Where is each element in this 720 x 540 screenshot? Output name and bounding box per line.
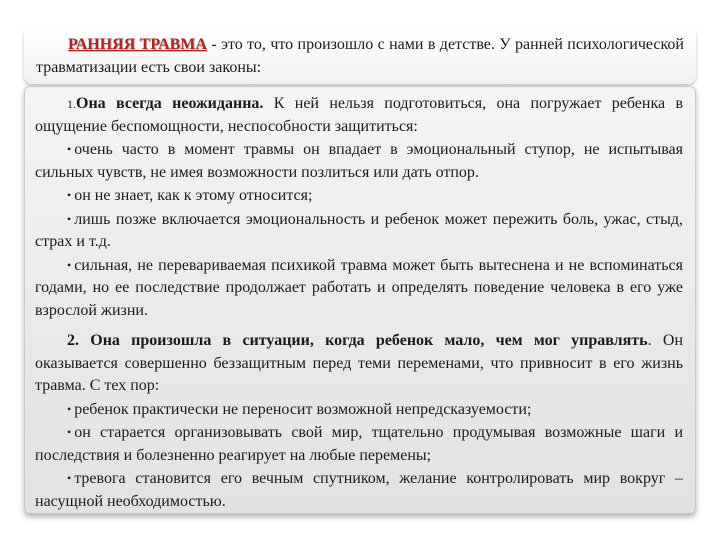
list-item [35, 254, 683, 323]
bullet-text: ребенок практически не переносит возможной непредсказуемости; [74, 400, 532, 418]
section1-lead [35, 93, 683, 138]
intro-text: - это то, что произошло с нами в детстве. У ранней психологической травматизации есть свои законы: [36, 36, 684, 76]
bullet-text: он не знает, как к этому относится; [74, 187, 313, 204]
bullet-icon: • [67, 401, 72, 416]
list-item [35, 208, 683, 254]
list-item [35, 421, 683, 467]
section2-lead [35, 330, 683, 398]
section2-title: 2. Она произошла в ситуации, когда ребенок мало, чем мог управлять [67, 332, 648, 349]
intro-paragraph [36, 34, 684, 79]
bullet-icon: • [67, 471, 72, 485]
section1-number: 1. [67, 97, 76, 111]
list-item [35, 398, 683, 422]
intro-term: РАННЯЯ ТРАВМА [68, 36, 207, 53]
list-item [35, 467, 683, 513]
bullet-text: лишь позже включается эмоциональность и ребенок может пережить боль, ужас, стыд, страх и т.д. [35, 210, 683, 250]
bullet-icon: • [67, 142, 72, 156]
bullet-icon: • [67, 257, 72, 272]
bullet-icon: • [67, 188, 72, 202]
bullet-text: он старается организовывать свой мир, тщательно продумывая возможные шаги и последствия и болезненно реагирует на любые перемены; [35, 424, 683, 464]
bullet-icon: • [67, 211, 72, 226]
main-box [24, 86, 696, 514]
list-item [35, 138, 683, 184]
list-item [35, 184, 683, 208]
bullet-text: очень часто в момент травмы он впадает в эмоциональный ступор, не испытывая сильных чувств, не имея возможности позлиться или дать отпор. [35, 141, 683, 181]
intro-box [24, 26, 696, 84]
bullet-icon: • [67, 425, 72, 439]
bullet-text: сильная, не перевариваемая психикой травма может быть вытеснена и не вспоминаться годами, но ее последствие продолжает работать и определять поведение человека в его уже взрослой жизни. [35, 256, 683, 319]
section1-title: Она всегда неожиданна. [76, 95, 264, 112]
bullet-text: тревога становится его вечным спутником, желание контролировать мир вокруг – насущной необходимостью. [35, 470, 683, 510]
section1-text: К ней нельзя подготовиться, она погружает ребенка в ощущение беспомощности, неспособности защититься: [35, 95, 684, 135]
section2-text: . Он оказывается совершенно беззащитным перед теми переменами, что привносит в его жизнь травма. С тех пор: [35, 332, 684, 394]
